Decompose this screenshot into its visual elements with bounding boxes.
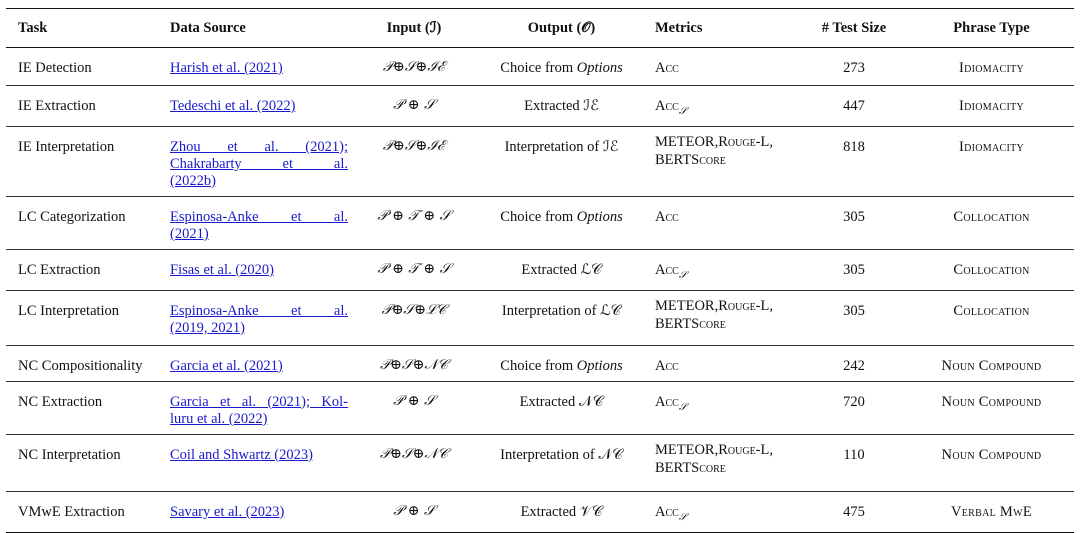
input-cell: 𝒫⊕𝒮⊕𝒩𝒞: [379, 445, 448, 462]
test-size-cell: 305: [843, 261, 865, 278]
source-cell: [164, 249, 354, 290]
output-cell: Choice from Options: [500, 357, 623, 374]
source-cell: [164, 491, 354, 532]
header-input: Input (ℐ): [386, 19, 442, 36]
output-cell: Extracted ℐℰ: [524, 98, 599, 114]
metrics-cell: Acc: [655, 60, 679, 76]
input-cell: 𝒫 ⊕ 𝒮: [393, 502, 435, 519]
test-size-cell: 305: [843, 208, 865, 225]
header-task: Task: [18, 19, 48, 36]
citation-link[interactable]: Tedeschi et al. (2022): [170, 98, 296, 114]
task-cell: IE Detection: [18, 60, 92, 76]
table-row: [6, 48, 1074, 86]
output-cell: Choice from Options: [500, 60, 623, 76]
test-size-cell: 720: [843, 393, 865, 410]
task-cell: NC Interpretation: [18, 446, 121, 463]
task-cell: IE Extraction: [18, 98, 96, 114]
source-cell: [164, 381, 354, 434]
source-cell: [164, 48, 354, 86]
table-row: [6, 196, 1074, 249]
citation-link[interactable]: (2021): [170, 225, 209, 242]
input-cell: 𝒫⊕𝒮⊕𝒩𝒞: [379, 356, 448, 373]
test-size-cell: 305: [843, 302, 865, 319]
task-cell: NC Extraction: [18, 393, 103, 410]
citation-link[interactable]: Harish et al. (2021): [170, 60, 283, 76]
table-row: [6, 126, 1074, 196]
output-cell: Extracted 𝒩𝒞: [519, 393, 604, 410]
source-cell: [164, 290, 354, 345]
input-cell: 𝒫 ⊕ 𝒮: [393, 97, 435, 113]
test-size-cell: 818: [843, 138, 865, 155]
table-row: [6, 86, 1074, 127]
task-cell: LC Categorization: [18, 208, 126, 225]
citation-link[interactable]: Espinosa-Anke et al.: [170, 208, 348, 225]
task-cell: NC Compositionality: [18, 357, 143, 374]
input-cell: 𝒫 ⊕ 𝒯 ⊕ 𝒮: [377, 260, 451, 277]
output-cell: Choice from Options: [500, 208, 623, 225]
header-output: Output (𝒪): [527, 19, 596, 36]
metrics-cell: Acc$_𝒮$: [655, 393, 687, 413]
output-cell: Interpretation of ℐℰ: [504, 138, 619, 155]
citation-link[interactable]: Garcia et al. (2021); Kol-: [170, 393, 348, 410]
table-row: [6, 491, 1074, 532]
citation-link[interactable]: luru et al. (2022): [170, 410, 268, 427]
test-size-cell: 273: [843, 60, 865, 76]
output-cell: Extracted 𝒱𝒞: [520, 503, 603, 520]
phrase-type-cell: Collocation: [953, 208, 1030, 225]
citation-link[interactable]: Savary et al. (2023): [170, 503, 285, 520]
metrics-cell: METEOR,Rouge-L, BERTScore: [655, 133, 773, 168]
input-cell: 𝒫 ⊕ 𝒮: [393, 392, 435, 409]
test-size-cell: 447: [843, 98, 865, 114]
citation-link[interactable]: Coil and Shwartz (2023): [170, 446, 313, 463]
source-cell: [164, 434, 354, 491]
citation-link[interactable]: Espinosa-Anke et al.: [170, 302, 348, 319]
metrics-cell: Acc: [655, 208, 679, 225]
citation-link[interactable]: (2019, 2021): [170, 319, 245, 336]
test-size-cell: 242: [843, 357, 865, 374]
table-row: [6, 290, 1074, 345]
phrase-type-cell: Idiomacity: [958, 138, 1025, 155]
phrase-type-cell: Noun Compound: [941, 393, 1042, 410]
source-cell: [164, 345, 354, 381]
phrase-type-cell: Collocation: [953, 261, 1030, 278]
task-cell: LC Interpretation: [18, 302, 120, 319]
phrase-type-cell: Verbal MwE: [950, 503, 1033, 520]
header-row: [6, 9, 1074, 48]
source-cell: [164, 86, 354, 127]
output-cell: Interpretation of 𝒩𝒞: [500, 446, 623, 463]
header-phrase-type: Phrase Type: [953, 19, 1030, 36]
citation-link[interactable]: Fisas et al. (2020): [170, 261, 274, 278]
table-row: [6, 381, 1074, 434]
metrics-cell: Acc: [655, 357, 679, 374]
metrics-cell: Acc$_𝒮$: [655, 503, 687, 523]
source-cell: [164, 126, 354, 196]
input-cell: 𝒫⊕𝒮⊕ℐℰ: [382, 137, 446, 154]
citation-link[interactable]: Zhou et al. (2021);: [170, 138, 348, 155]
input-cell: 𝒫 ⊕ 𝒯 ⊕ 𝒮: [377, 207, 451, 224]
metrics-cell: Acc$_𝒮$: [655, 261, 687, 281]
metrics-cell: METEOR,Rouge-L, BERTScore: [655, 297, 773, 332]
header-test-size: # Test Size: [821, 19, 887, 36]
table-row: [6, 249, 1074, 290]
header-metrics: Metrics: [655, 19, 703, 36]
citation-link[interactable]: Chakrabarty et al.: [170, 155, 348, 172]
table-row: [6, 434, 1074, 491]
task-cell: IE Interpretation: [18, 138, 115, 155]
metrics-cell: Acc$_𝒮$: [655, 98, 687, 117]
phrase-type-cell: Noun Compound: [941, 446, 1042, 463]
task-cell: VMwE Extraction: [18, 503, 125, 520]
metrics-cell: METEOR,Rouge-L, BERTScore: [655, 441, 773, 476]
header-source: Data Source: [170, 19, 246, 36]
test-size-cell: 110: [843, 446, 865, 463]
phrase-type-cell: Idiomacity: [958, 98, 1025, 114]
results-table: [6, 8, 1074, 533]
table-row: [6, 345, 1074, 381]
phrase-type-cell: Noun Compound: [941, 357, 1042, 374]
input-cell: 𝒫⊕𝒮⊕ℒ𝒞: [381, 301, 447, 318]
phrase-type-cell: Idiomacity: [958, 60, 1025, 76]
output-cell: Interpretation of ℒ𝒞: [501, 302, 622, 319]
source-cell: [164, 196, 354, 249]
task-cell: LC Extraction: [18, 261, 101, 278]
citation-link[interactable]: (2022b): [170, 172, 216, 189]
citation-link[interactable]: Garcia et al. (2021): [170, 357, 283, 374]
phrase-type-cell: Collocation: [953, 302, 1030, 319]
input-cell: 𝒫⊕𝒮⊕ℐℰ: [382, 59, 446, 75]
test-size-cell: 475: [843, 503, 865, 520]
output-cell: Extracted ℒ𝒞: [521, 261, 602, 278]
